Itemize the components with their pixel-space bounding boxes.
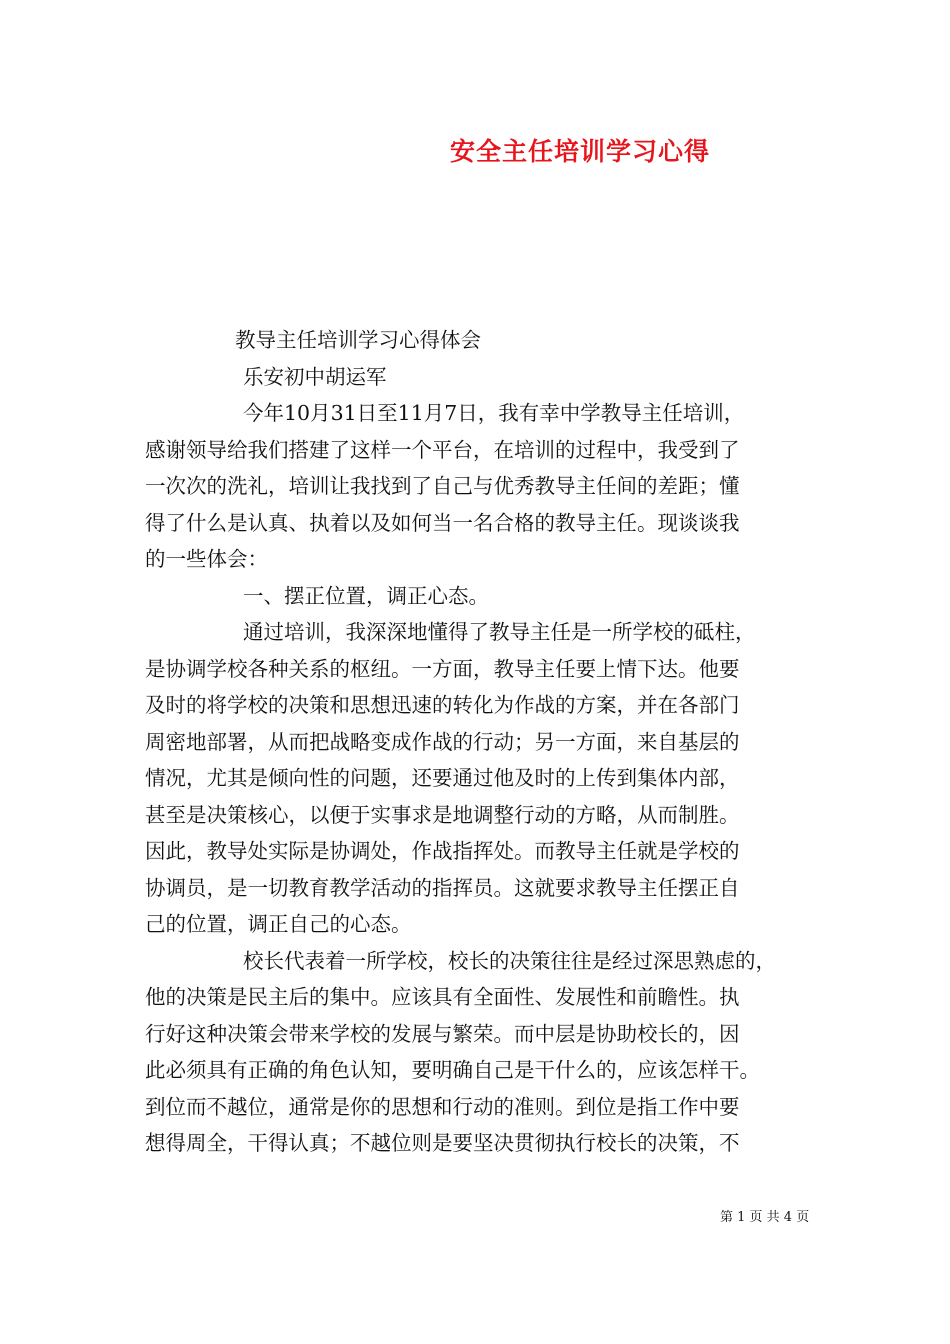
author-line: 乐安初中胡运军 [243,364,387,389]
paragraph-line: 想得周全，干得认真；不越位则是要坚决贯彻执行校长的决策，不 [145,1131,740,1155]
paragraph-line: 及时的将学校的决策和思想迅速的转化为作战的方案，并在各部门 [145,693,740,717]
paragraph-line: 的一些体会： [145,547,268,571]
paragraph-line: 得了什么是认真、执着以及如何当一名合格的教导主任。现谈谈我 [145,510,740,535]
subtitle-line: 教导主任培训学习心得体会 [235,328,481,352]
section-heading: 一、摆正位置，调正心态。 [243,583,489,608]
paragraph-line: 此必须具有正确的角色认知，要明确自己是干什么的，应该怎样干。 [145,1058,760,1082]
paragraph-line: 到位而不越位，通常是你的思想和行动的准则。到位是指工作中要 [145,1094,740,1119]
paragraph-line: 甚至是决策核心，以便于实事求是地调整行动的方略，从而制胜。 [145,802,740,827]
paragraph-line: 己的位置，调正自己的心态。 [145,912,412,936]
paragraph-line: 是协调学校各种关系的枢纽。一方面，教导主任要上情下达。他要 [145,656,740,681]
document-title: 安全主任培训学习心得 [450,137,711,166]
paragraph-line: 感谢领导给我们搭建了这样一个平台，在培训的过程中，我受到了 [145,437,740,462]
paragraph-line: 周密地部署，从而把战略变成作战的行动；另一方面，来自基层的 [145,729,740,754]
paragraph-line: 一次次的洗礼，培训让我找到了自己与优秀教导主任间的差距；懂 [145,474,740,498]
paragraph-line: 校长代表着一所学校，校长的决策往往是经过深思熟虑的， [243,948,776,973]
paragraph-line: 行好这种决策会带来学校的发展与繁荣。而中层是协助校长的，因 [145,1021,740,1046]
paragraph-line: 情况，尤其是倾向性的问题，还要通过他及时的上传到集体内部， [145,766,740,790]
paragraph-line: 因此，教导处实际是协调处，作战指挥处。而教导主任就是学校的 [145,839,740,863]
paragraph-line: 今年10月31日至11月7日，我有幸中学教导主任培训， [243,401,745,425]
paragraph-line: 协调员，是一切教育教学活动的指挥员。这就要求教导主任摆正自 [145,875,740,900]
paragraph-line: 通过培训，我深深地懂得了教导主任是一所学校的砥柱， [243,620,756,644]
paragraph-line: 他的决策是民主后的集中。应该具有全面性、发展性和前瞻性。执 [145,985,740,1009]
document-body [145,322,805,1162]
page-footer: 第 1 页 共 4 页 [720,1210,810,1225]
